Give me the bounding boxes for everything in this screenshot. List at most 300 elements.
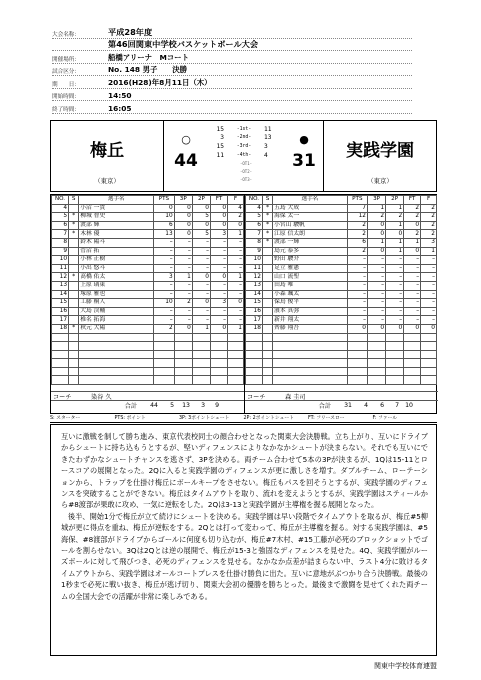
player-row [246,316,437,325]
stat-cell: 2 [347,221,367,230]
quarter-label: -1st- [236,126,252,132]
legend-item: S: スターター [50,416,81,421]
stat-cell: 2 [421,213,437,222]
player-row [52,316,244,325]
stat-cell: 1 [228,273,244,282]
stat-cell: 0 [347,324,367,333]
empty-row [246,342,437,351]
stat-cell: 1 [368,238,386,247]
player-number: 4 [52,204,69,213]
starter-mark [262,256,272,265]
stat-cell: 0 [211,324,228,333]
stat-cell: – [421,307,437,316]
overtime-label: -OT1- [239,160,253,166]
totals-row [51,400,244,409]
player-name: 野田 駿介 [273,256,348,265]
box-score [50,194,437,414]
player-number: 14 [52,290,69,299]
stat-cell: – [154,256,174,265]
team-a-coach-block [51,391,244,409]
player-name: 工藤 桐人 [79,299,154,308]
column-header: FT [404,196,421,205]
column-header: 選手名 [273,196,348,205]
stat-cell: – [347,273,367,282]
column-header: 選手名 [79,196,154,205]
stat-cell: 1 [404,238,421,247]
commentary-paragraph: 互いに激戦を制して勝ち進み、東京代表校同士の顔合わせとなった関東大会決勝戦。立ち上がり、互いにドライブからシュートに持ち込もうとするが、堅いディフェンスによりなかなかシュートが決まらない。それでも互いにできたわずかなシュートチャンスを逃さず、3Pを決める。両チーム合わせて5本の3Pが決まるが、1Qは15-11とロースコアの展開となった。2Qに入ると実践学園のディフェンスが更に激しさを増す。ダブルチーム、ローテーションから、トラップを仕掛け梅丘にボールキープをさせない。梅丘もパスを回そうとするが、実践学園のディフェンスを突破することができない。梅丘はタイムアウトを取り、流れを変えようとするが、実践学園はスティールから#8渡部が果敢に攻め、一気に逆転をした。2Qは3-13と実践学園が主導権を握る展開となった。 [61,432,428,510]
stat-cell: – [192,316,210,325]
quarter-score: 11 [264,125,272,133]
stat-cell: – [154,290,174,299]
player-name: 木林 優 [79,230,154,239]
quarter-row [191,151,301,160]
stat-cell: – [174,264,192,273]
stat-cell: 2 [404,230,421,239]
player-row [246,230,437,239]
stat-cell: 10 [154,299,174,308]
quarter-scores [191,125,301,183]
quarter-label: -4th- [236,152,252,158]
starter-mark: * [69,221,79,230]
player-name: 椎名 拓海 [79,316,154,325]
empty-row [246,376,437,385]
team-a-prefecture: （東京） [94,177,120,185]
stat-cell: – [421,299,437,308]
quarter-score: 15 [216,125,224,133]
legend-item: F: ファール [372,416,398,421]
player-row [52,238,244,247]
starter-mark [262,247,272,256]
column-header: 3P [174,196,192,205]
stat-cell: 2 [368,213,386,222]
quarter-label: -3rd- [236,143,252,149]
stat-cell: 2 [386,213,404,222]
stat-cell: – [174,307,192,316]
header-row [52,76,412,89]
stat-cell: – [174,281,192,290]
stat-cell: 0 [386,324,404,333]
header-label: 試合区分： [52,69,80,75]
stat-cell: 1 [228,324,244,333]
quarter-row [191,142,301,151]
coach-label: コーチ [53,393,72,401]
stat-cell: – [228,316,244,325]
player-row [52,290,244,299]
stat-cell: 0 [174,230,192,239]
total-value: 4 [364,401,368,409]
stat-cell: 0 [368,221,386,230]
header-label: 開始時間： [52,94,80,100]
empty-row [52,350,244,359]
scoreboard [50,120,437,192]
player-row [246,264,437,273]
stat-cell: 10 [154,213,174,222]
team-a-result-mark: ○ [181,133,191,146]
stat-cell: – [386,256,404,265]
total-value: 3 [201,401,205,409]
stat-cell: – [228,264,244,273]
column-header: F [228,196,244,205]
header-label: 期 日： [52,81,80,88]
stat-cell: – [386,281,404,290]
team-a-box [51,195,244,410]
stat-cell: 0 [228,299,244,308]
stat-cell: – [211,247,228,256]
player-number: 7 [52,230,69,239]
overtime-label: -OT3- [239,176,253,182]
player-name: 小沼 一貴 [79,204,154,213]
team-b-box [244,195,437,413]
stat-cell: – [211,238,228,247]
stat-cell: – [192,290,210,299]
team-b-result-mark: ● [299,133,309,146]
stat-cell: – [192,238,210,247]
empty-row [52,376,244,385]
starter-mark [69,281,79,290]
player-number: 7 [246,230,263,239]
stat-cell: 0 [404,324,421,333]
starter-mark [262,273,272,282]
stat-cell: – [211,316,228,325]
player-name: 江原 信太朗 [273,230,348,239]
player-number: 12 [246,273,263,282]
starter-mark [262,290,272,299]
stat-cell: 1 [174,273,192,282]
stat-cell: 0 [211,204,228,213]
player-row [52,324,244,333]
team-b-stats-table [245,195,437,385]
stat-cell: – [404,256,421,265]
player-row [246,307,437,316]
stat-cell: – [347,299,367,308]
stat-cell: – [368,256,386,265]
stat-cell: – [228,247,244,256]
starter-mark: * [69,324,79,333]
player-row [52,204,244,213]
empty-row [246,367,437,376]
stat-cell: 2 [421,221,437,230]
stat-cell: 6 [154,221,174,230]
player-number: 9 [52,247,69,256]
stat-cell: – [421,264,437,273]
player-name: 渡部 一輝 [273,238,348,247]
player-row [52,213,244,222]
stat-cell: 5 [192,213,210,222]
total-value: 6 [380,401,384,409]
stat-cell: 0 [192,299,210,308]
stat-cell: – [211,290,228,299]
player-row [246,273,437,282]
legend-item: FT: フリースロー [308,416,345,421]
column-header: 2P [386,196,404,205]
stat-cell: 4 [228,204,244,213]
stat-cell: 1 [386,247,404,256]
empty-row [52,359,244,368]
legend-item: 2P: 2ポイントシュート [243,416,294,421]
stat-cell: – [154,247,174,256]
stat-cell: – [154,238,174,247]
stat-cell: – [174,316,192,325]
total-value: 5 [170,401,174,409]
stat-cell: 0 [421,324,437,333]
player-name: 山口 流聖 [273,273,348,282]
player-number: 16 [246,307,263,316]
stat-cell: 13 [154,230,174,239]
starter-mark: * [262,230,272,239]
stat-cell: – [404,281,421,290]
player-name: 鈴木 陽斗 [79,238,154,247]
stat-cell: – [174,256,192,265]
stat-cell: 2 [404,213,421,222]
coach-row [245,391,438,400]
header-row [52,101,412,114]
totals-label: 合計 [124,402,137,410]
starter-mark [262,299,272,308]
starter-mark: * [69,213,79,222]
stat-cell: – [228,290,244,299]
column-header: FT [211,196,228,205]
header-row [52,26,412,39]
empty-row [246,350,437,359]
stat-cell: 0 [192,204,210,213]
player-row [246,213,437,222]
header-value: 船橋アリーナ Mコート [108,52,189,62]
player-row [246,256,437,265]
starter-mark [262,316,272,325]
stat-cell: 0 [404,221,421,230]
stat-cell: – [228,281,244,290]
starter-mark [69,264,79,273]
player-number: 13 [246,281,263,290]
stat-cell: – [404,290,421,299]
column-header: 2P [192,196,210,205]
player-name: 柳城 智史 [79,213,154,222]
stat-cell: 7 [347,204,367,213]
stat-cell: – [174,247,192,256]
stat-cell: 0 [386,230,404,239]
stat-cell: 0 [192,221,210,230]
player-row [52,247,244,256]
stat-cell: 2 [421,204,437,213]
player-number: 17 [246,316,263,325]
total-value: 13 [182,401,190,409]
header-value: 2016(H28)年8月11日（木） [108,77,212,87]
overtime-label: -OT2- [239,168,253,174]
column-header: 3P [368,196,386,205]
stat-cell: – [228,256,244,265]
stat-cell: 0 [211,221,228,230]
commentary-paragraph: 後半、開始1分で梅丘が立て続けにシュートを決める。実践学園は早い段階でタイムアウトを取るが、梅丘#5柳城が更に得点を重ね、梅丘が逆転をする。2Qとは打って変わって、梅丘が主導権を握る。対する実践学園は、#5海保、#8渡部がドライブからゴールに何度も切り込むが、梅丘#7木村、#15工藤が必死のブロックショットでゴールを割らせない。3Qは2Qとは逆の展開で、梅丘が15-3と強固なディフェンスを見せた。4Q、実践学園がルーズボールに対して飛びつき、必死のディフェンスを見せる。なかなか点差が詰まらない中、ラスト4分に敗けるタイムアウトから、実践学園はオールコートプレスを仕掛け勝負に出た。互いに意地がぶつかり合う決勝戦。最後の1秒まで必死に戦い抜き、梅丘が逃げ切り、関東大会初の優勝を勝ちとった。最後まで激闘を見せてくれた両チームの全国大会での活躍が非常に楽しみである。 [61,511,428,601]
stats-legend [50,413,437,423]
header-label: 大会名称： [52,31,80,38]
stat-cell: – [174,238,192,247]
column-header: NO. [246,196,263,205]
player-row [52,273,244,282]
totals-row [245,400,438,409]
stat-cell: – [386,299,404,308]
starter-mark [262,307,272,316]
player-number: 11 [246,264,263,273]
stat-cell: – [192,256,210,265]
player-number: 8 [246,238,263,247]
player-number: 11 [52,264,69,273]
column-header: S [69,196,79,205]
starter-mark [69,204,79,213]
header-label: 開催場所： [52,56,80,63]
player-number: 4 [246,204,263,213]
stat-cell: 1 [386,204,404,213]
team-b-prefecture: （東京） [367,177,393,185]
player-number: 15 [52,299,69,308]
empty-row [246,333,437,342]
stat-cell: – [386,307,404,316]
stat-cell: 6 [347,238,367,247]
starter-mark [69,299,79,308]
stat-cell: – [368,273,386,282]
starter-mark [262,264,272,273]
player-name: 菅沼 拓 [79,247,154,256]
player-name: 大島 渓輔 [79,307,154,316]
column-header: PTS [154,196,174,205]
player-number: 9 [246,247,263,256]
team-a-name: 梅丘 [90,141,124,161]
stat-cell: – [368,264,386,273]
table-header-row [246,196,437,205]
empty-row [52,333,244,342]
player-name: 足立 雅憲 [273,264,348,273]
stat-cell: – [347,281,367,290]
stat-cell: 0 [211,273,228,282]
stat-cell: – [174,290,192,299]
header-row [52,89,412,102]
team-b-name: 実践学園 [346,141,414,161]
stat-cell: – [404,264,421,273]
player-name: 渡部 輝 [79,221,154,230]
stat-cell: – [421,281,437,290]
player-number: 13 [52,281,69,290]
legend-item: PTS: ポイント [114,416,146,421]
stat-cell: – [228,238,244,247]
stat-cell: 0 [154,204,174,213]
player-number: 8 [52,238,69,247]
coach-label: コーチ [247,393,266,401]
quarter-row [191,134,301,143]
stat-cell: – [192,264,210,273]
game-header [52,26,412,114]
stat-cell: – [386,264,404,273]
team-b-score: 31 [292,151,316,171]
stat-cell: 2 [174,299,192,308]
stat-cell: – [386,290,404,299]
stat-cell: 0 [368,324,386,333]
player-row [246,238,437,247]
starter-mark [69,307,79,316]
starter-mark [69,290,79,299]
totals-label: 合計 [318,402,331,410]
stat-cell: – [386,316,404,325]
stat-cell: – [368,316,386,325]
player-name: 島元 泰多 [273,247,348,256]
player-row [246,247,437,256]
stat-cell: 0 [404,247,421,256]
player-name: 保鳥 俊平 [273,299,348,308]
coach-name: 染谷 久 [91,393,112,401]
starter-mark: * [262,238,272,247]
player-number: 6 [52,221,69,230]
stat-cell: – [154,316,174,325]
player-name: 上原 璃東 [79,281,154,290]
team-a-score: 44 [174,151,198,171]
stat-cell: 2 [347,230,367,239]
player-number: 12 [52,273,69,282]
starter-mark: * [262,221,272,230]
total-value: 9 [215,401,219,409]
player-name: 小林 正樹 [79,256,154,265]
player-row [246,290,437,299]
header-value: 16:05 [108,103,132,113]
stat-cell: – [347,256,367,265]
player-name: 海保 太一 [273,213,348,222]
quarter-score: 13 [264,134,272,142]
header-label: 終了時間： [52,106,80,113]
player-row [246,324,437,333]
stat-cell: 2 [154,324,174,333]
header-value: 第46回関東中学校バスケットボール大会 [108,39,259,49]
header-value: 14:50 [108,91,132,100]
stat-cell: 3 [421,238,437,247]
stat-cell: – [192,307,210,316]
stat-cell: – [368,307,386,316]
total-value: 31 [344,401,352,409]
stat-cell: – [404,273,421,282]
stat-cell: 2 [228,213,244,222]
team-b-coach-block [245,391,438,409]
coach-name: 森 圭司 [285,393,306,401]
stat-cell: – [347,307,367,316]
player-name: 濱本 真弥 [273,307,348,316]
stat-cell: 1 [421,247,437,256]
player-row [246,221,437,230]
starter-mark [69,316,79,325]
legend-item: 3P: 3ポイントシュート [179,416,230,421]
quarter-label: -2nd- [236,135,252,141]
player-number: 18 [246,324,263,333]
stat-cell: 0 [368,230,386,239]
table-header-row [52,196,244,205]
player-row [52,299,244,308]
player-row [52,230,244,239]
stat-cell: – [192,247,210,256]
player-number: 18 [52,324,69,333]
game-commentary [50,424,437,656]
player-name: 小出 悠斗 [79,264,154,273]
stat-cell: 0 [174,324,192,333]
stat-cell: 2 [421,230,437,239]
stat-cell: – [211,307,228,316]
player-row [52,256,244,265]
stat-cell: – [347,264,367,273]
stat-cell: – [404,316,421,325]
header-row [52,64,412,77]
column-header: PTS [347,196,367,205]
stat-cell: – [211,256,228,265]
stat-cell: – [421,273,437,282]
stat-cell: 3 [154,273,174,282]
stat-cell: 0 [228,221,244,230]
column-header: NO. [52,196,69,205]
header-value: 平成28年度 [108,26,153,37]
player-name: 齊藤 翔吾 [273,324,348,333]
